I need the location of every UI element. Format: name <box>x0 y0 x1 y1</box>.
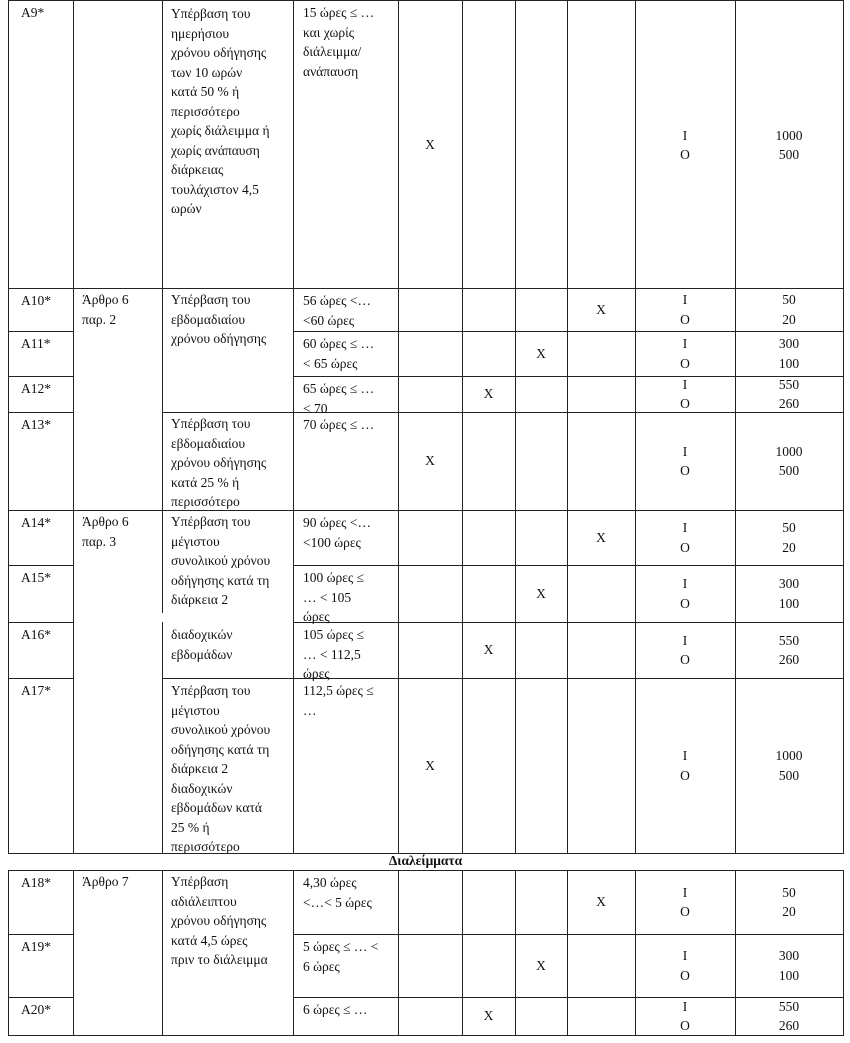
row-level: 70 ώρες ≤ … <box>303 417 375 432</box>
table-rule <box>73 870 74 1036</box>
violation-description: Υπέρβαση του <box>171 514 251 529</box>
check-mark: X <box>483 642 494 658</box>
section-heading: Διαλείμματα <box>388 853 463 868</box>
violation-description: πριν το διάλειμμα <box>171 952 268 967</box>
table-rule <box>8 288 844 289</box>
row-level: <60 ώρες <box>303 312 355 328</box>
table-rule <box>293 331 844 332</box>
fine-amount: 500 <box>778 463 800 478</box>
row-level: ώρες <box>303 609 330 624</box>
row-level: <…< 5 ώρες <box>303 894 372 910</box>
violation-description: των 10 ωρών <box>171 64 243 80</box>
sanction-code: Ι <box>682 998 688 1014</box>
table-rule <box>462 870 463 1036</box>
check-mark: X <box>483 1008 494 1024</box>
row-level: 6 ώρες ≤ … <box>303 1002 368 1017</box>
row-id: A15* <box>21 570 51 585</box>
sanction-code: Ι <box>682 376 688 392</box>
sanction-code: Ο <box>680 396 690 411</box>
check-mark: X <box>425 757 435 773</box>
row-level: 15 ώρες ≤ … <box>303 5 375 20</box>
check-mark: X <box>425 137 435 153</box>
violation-description: διαδοχικών <box>171 627 233 642</box>
table-rule <box>162 678 844 679</box>
violation-description: χρόνου οδήγησης <box>171 45 267 60</box>
row-level: 5 ώρες ≤ … < <box>303 939 379 954</box>
table-rule <box>515 0 516 854</box>
violation-description: διάρκειας <box>171 162 224 177</box>
table-rule <box>293 622 844 623</box>
row-level: < 70 <box>303 400 328 416</box>
row-level: 112,5 ώρες ≤ <box>303 683 374 698</box>
row-level: 90 ώρες <… <box>303 515 372 530</box>
check-mark: X <box>425 453 435 469</box>
table-rule <box>293 934 844 935</box>
sanction-code: Ο <box>680 967 690 983</box>
fine-amount: 20 <box>782 311 796 327</box>
violation-description: Υπέρβαση του <box>171 292 251 307</box>
fine-amount: 300 <box>778 948 800 963</box>
table-rule <box>635 0 636 854</box>
table-rule <box>8 0 844 1</box>
table-rule <box>73 0 74 854</box>
fine-amount: 300 <box>778 576 800 591</box>
violation-description: εβδομάδων <box>171 646 233 662</box>
violation-description: τουλάχιστον 4,5 <box>171 181 259 197</box>
table-rule <box>8 0 9 854</box>
row-level: ανάπαυση <box>303 63 359 79</box>
violation-description: χρόνου οδήγησης <box>171 455 267 470</box>
article-reference: Άρθρο 7 <box>82 874 129 889</box>
violation-description: αδιάλειπτου <box>171 893 237 909</box>
sanction-code: Ο <box>680 355 690 371</box>
article-reference: παρ. 3 <box>82 533 117 549</box>
table-rule <box>567 0 568 854</box>
fine-amount: 50 <box>782 884 796 900</box>
violation-description: διαδοχικών <box>171 780 233 796</box>
sanction-code: Ο <box>680 904 690 919</box>
fine-amount: 50 <box>782 520 796 535</box>
table-rule <box>567 870 568 1036</box>
row-level: <100 ώρες <box>303 534 361 550</box>
sanction-code: Ο <box>680 652 690 667</box>
row-level: … <box>303 702 317 718</box>
fine-amount: 100 <box>778 595 800 611</box>
row-level: ώρες <box>303 666 330 681</box>
check-mark: X <box>596 301 606 317</box>
violation-description: διάρκεια 2 <box>171 761 229 776</box>
table-rule <box>735 0 736 854</box>
row-level: διάλειμμα/ <box>303 44 362 59</box>
violation-description: Υπέρβαση του <box>171 6 251 21</box>
violation-description: Υπέρβαση <box>171 874 229 889</box>
table-rule <box>162 870 163 1036</box>
fine-amount: 1000 <box>775 748 803 763</box>
row-id: A12* <box>21 381 51 396</box>
violation-description: Υπέρβαση του <box>171 683 251 698</box>
violation-description: εβδομαδιαίου <box>171 311 246 327</box>
table-rule <box>515 870 516 1036</box>
row-level: 56 ώρες <… <box>303 293 372 308</box>
violation-description: μέγιστου <box>171 533 220 549</box>
fine-amount: 550 <box>778 376 800 392</box>
fine-amount: 500 <box>778 767 800 783</box>
table-rule <box>735 870 736 1036</box>
check-mark: X <box>596 894 606 910</box>
sanction-code: Ο <box>680 463 690 478</box>
table-rule <box>8 331 74 332</box>
table-rule <box>8 412 74 413</box>
check-mark: X <box>536 957 546 973</box>
violation-description: κατά 25 % ή <box>171 474 240 490</box>
fine-amount: 260 <box>778 1018 800 1033</box>
row-id: A14* <box>21 515 51 530</box>
table-rule <box>8 565 74 566</box>
table-rule <box>8 622 74 623</box>
sanction-code: Ι <box>682 127 688 143</box>
sanction-code: Ο <box>680 539 690 555</box>
violation-description: 25 % ή <box>171 819 210 835</box>
fine-amount: 260 <box>778 652 800 667</box>
sanction-code: Ι <box>682 336 688 351</box>
fine-amount: 500 <box>778 147 800 162</box>
sanction-code: Ο <box>680 147 690 162</box>
fine-amount: 50 <box>782 292 796 307</box>
sanction-code: Ο <box>680 767 690 783</box>
check-mark: X <box>483 386 494 402</box>
row-id: A18* <box>21 875 51 890</box>
table-rule <box>462 0 463 854</box>
violation-description: διάρκεια 2 <box>171 592 229 607</box>
violation-description: περισσότερο <box>171 494 240 509</box>
violation-description: οδήγησης κατά τη <box>171 572 270 588</box>
row-id: A10* <box>21 293 51 308</box>
violation-description: ημερήσιου <box>171 25 230 41</box>
violation-description: οδήγησης κατά τη <box>171 741 270 757</box>
row-level: 105 ώρες ≤ <box>303 627 365 642</box>
table-rule <box>162 412 844 413</box>
fine-amount: 300 <box>778 336 800 351</box>
article-reference: παρ. 2 <box>82 311 117 327</box>
fine-amount: 100 <box>778 967 800 983</box>
table-rule <box>635 870 636 1036</box>
fine-amount: 100 <box>778 355 800 371</box>
table-rule <box>8 678 74 679</box>
table-rule <box>293 870 294 1036</box>
violation-description: κατά 50 % ή <box>171 84 240 99</box>
violation-description: συνολικού χρόνου <box>171 553 271 568</box>
violation-description: μέγιστου <box>171 702 220 718</box>
check-mark: X <box>596 529 606 545</box>
sanction-code: Ο <box>680 311 690 327</box>
sanction-code: Ι <box>682 443 688 459</box>
row-id: A20* <box>21 1002 51 1017</box>
violation-description: κατά 4,5 ώρες <box>171 932 248 948</box>
table-rule <box>162 622 163 854</box>
article-reference: Άρθρο 6 <box>82 514 129 529</box>
row-id: A19* <box>21 939 51 954</box>
table-rule <box>843 0 844 854</box>
row-id: A13* <box>21 417 51 432</box>
violation-description: χρόνου οδήγησης <box>171 913 267 928</box>
violation-description: περισσότερο <box>171 839 240 854</box>
sanction-code: Ο <box>680 1018 690 1033</box>
fine-amount: 260 <box>778 396 800 411</box>
violation-description: ωρών <box>171 201 202 216</box>
row-level: … < 105 <box>303 589 352 605</box>
row-level: … < 112,5 <box>303 646 361 662</box>
row-level: 4,30 ώρες <box>303 875 357 890</box>
table-rule <box>398 870 399 1036</box>
table-rule <box>8 1035 844 1036</box>
fine-amount: 550 <box>778 998 800 1014</box>
article-reference: Άρθρο 6 <box>82 292 129 307</box>
row-id: A17* <box>21 683 51 698</box>
table-rule <box>843 870 844 1036</box>
sanction-code: Ι <box>682 576 688 591</box>
row-level: 65 ώρες ≤ … <box>303 381 375 396</box>
table-rule <box>398 0 399 854</box>
fine-amount: 20 <box>782 539 796 555</box>
violation-description: συνολικού χρόνου <box>171 722 271 737</box>
fine-amount: 1000 <box>775 443 803 459</box>
fine-amount: 20 <box>782 904 796 919</box>
row-id: A16* <box>21 627 51 642</box>
row-level: < 65 ώρες <box>303 355 358 371</box>
check-mark: X <box>536 345 546 361</box>
sanction-code: Ι <box>682 884 688 900</box>
violation-description: χρόνου οδήγησης <box>171 331 267 346</box>
sanction-code: Ι <box>682 292 688 307</box>
violation-description: εβδομάδων κατά <box>171 800 262 815</box>
fine-amount: 1000 <box>775 127 803 143</box>
sanction-code: Ι <box>682 748 688 763</box>
row-level: και χωρίς <box>303 24 355 40</box>
table-rule <box>8 997 74 998</box>
sanction-code: Ι <box>682 520 688 535</box>
violation-description: περισσότερο <box>171 103 240 119</box>
row-id: A9* <box>21 5 45 20</box>
table-rule <box>8 510 844 511</box>
fine-amount: 550 <box>778 632 800 648</box>
row-level: 100 ώρες ≤ <box>303 570 365 585</box>
table-rule <box>8 934 74 935</box>
violation-description: χωρίς ανάπαυση <box>171 142 260 158</box>
violation-description: εβδομαδιαίου <box>171 435 246 451</box>
sanction-code: Ι <box>682 948 688 963</box>
row-level: 6 ώρες <box>303 958 340 974</box>
sanction-code: Ι <box>682 632 688 648</box>
violation-description: Υπέρβαση του <box>171 416 251 431</box>
table-rule <box>8 870 9 1036</box>
sanction-code: Ο <box>680 595 690 611</box>
table-rule <box>293 565 844 566</box>
violation-description: χωρίς διάλειμμα ή <box>171 123 270 138</box>
table-rule <box>8 376 74 377</box>
table-rule <box>293 0 294 854</box>
row-level: 60 ώρες ≤ … <box>303 336 375 351</box>
check-mark: X <box>536 585 546 601</box>
row-id: A11* <box>21 336 51 351</box>
table-rule <box>162 0 163 613</box>
